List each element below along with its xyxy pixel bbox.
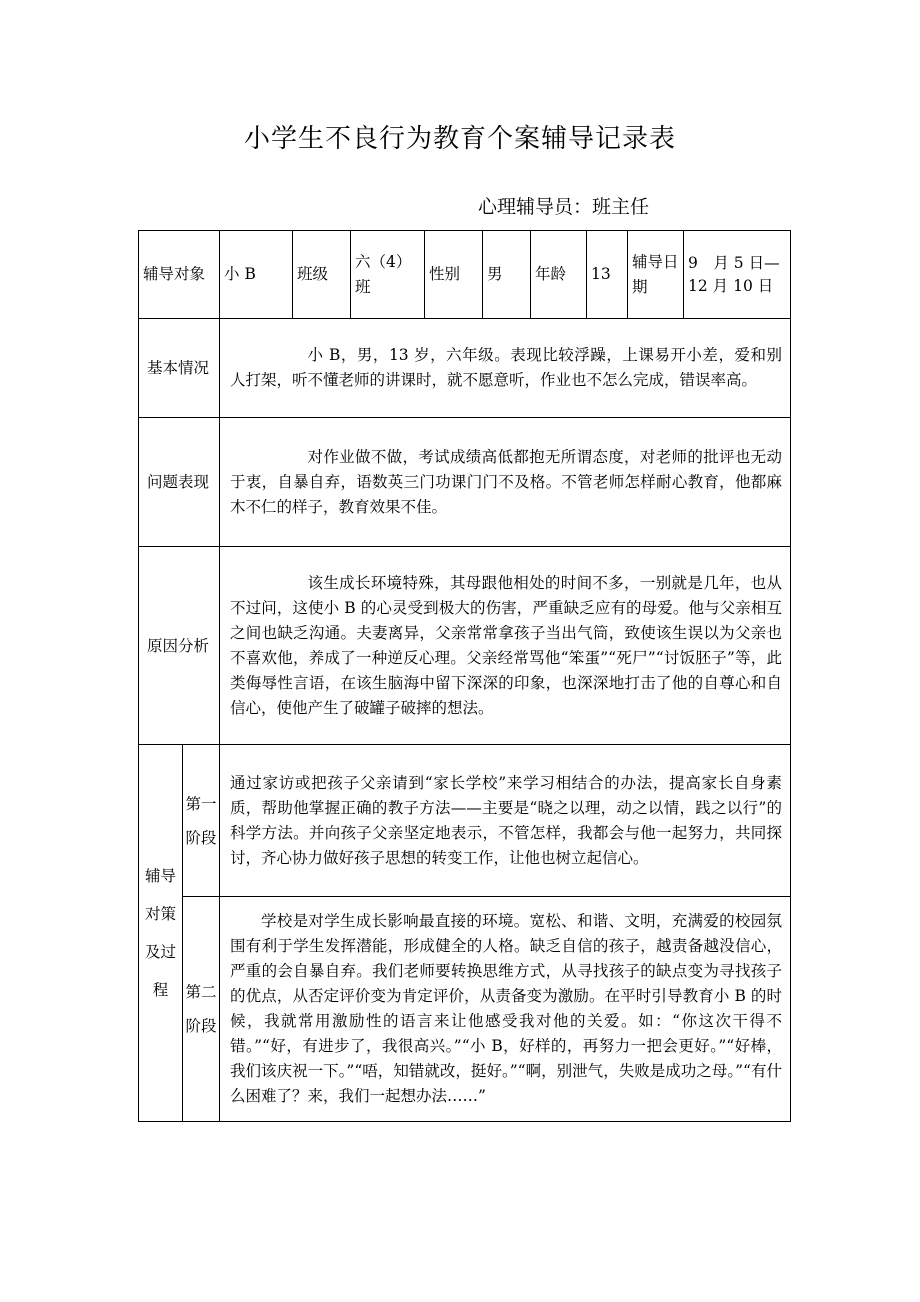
gender-value-cell bbox=[483, 231, 531, 319]
basic-text: 小 B，男，13 岁，六年级。表现比较浮躁，上课易开小差，爱和别人打架，听不懂老师的讲课时，就不愿意听，作业也不怎么完成，错误率高。 bbox=[230, 346, 783, 389]
strategy-label-cell bbox=[139, 745, 183, 1122]
subject-label: 辅导对象 bbox=[143, 265, 206, 283]
stage2-row bbox=[139, 897, 791, 1122]
subject-value-cell bbox=[220, 231, 293, 319]
stage1-label: 第一阶段 bbox=[185, 794, 217, 847]
date-value-cell bbox=[684, 231, 791, 319]
age-value-cell bbox=[587, 231, 628, 319]
age-value: 13 bbox=[591, 265, 611, 283]
class-label: 班级 bbox=[297, 265, 329, 283]
cause-text: 该生成长环境特殊，其母跟他相处的时间不多，一别就是几年，也从不过问，这使小 B 的心灵受到极大的伤害，严重缺乏应有的母爱。他与父亲相互之间也缺乏沟通。夫妻离异，父亲常常拿孩子当出气筒，致使该生误以为父亲也不喜欢他，养成了一种逆反心理。父亲经常骂他“笨蛋”“死尸”“讨饭胚子”等，此类侮辱性言语，在该生脑海中留下深深的印象，也深深地打击了他的自尊心和自信心，使他产生了破罐子破摔的想法。 bbox=[230, 573, 783, 717]
stage2-text: 学校是对学生成长影响最直接的环境。宽松、和谐、文明，充满爱的校园氛围有利于学生发挥潜能，形成健全的人格。缺乏自信的孩子，越责备越没信心，严重的会自暴自弃。我们老师要转换思维方式，从寻找孩子的缺点变为寻找孩子的优点，从否定评价变为肯定评价，从责备变为激励。在平时引导教育小 B 的时候，我就常用激励性的语言来让他感受我对他的关爱。如：“你这次干得不错。”“好，有进步了，我很高兴。”“小 B，好样的，再努力一把会更好。”“好棒，我们该庆祝一下。”“唔，知错就改，挺好。”“啊，别泄气，失败是成功之母。”“有什么困难了？来，我们一起想办法……” bbox=[230, 912, 783, 1105]
problem-row bbox=[139, 418, 791, 547]
counselor-line bbox=[478, 192, 649, 219]
problem-text: 对作业做不做，考试成绩高低都抱无所谓态度，对老师的批评也无动于衷，自暴自弃，语数英三门功课门门不及格。不管老师怎样耐心教育，他都麻木不仁的样子，教育效果不佳。 bbox=[230, 447, 783, 516]
gender-value: 男 bbox=[487, 265, 503, 283]
stage2-label: 第二阶段 bbox=[185, 983, 217, 1035]
date-value: 9 月 5 日—12 月 10 日 bbox=[688, 253, 780, 295]
problem-label-cell bbox=[139, 418, 220, 547]
problem-text-cell bbox=[220, 418, 791, 547]
stage1-text: 通过家访或把孩子父亲请到“家长学校”来学习相结合的办法，提高家长自身素质，帮助他掌握正确的教子方法——主要是“晓之以理，动之以情，践之以行”的科学方法。并向孩子父亲坚定地表示，不管怎样，我都会与他一起努力，共同探讨，齐心协力做好孩子思想的转变工作，让他也树立起信心。 bbox=[230, 773, 783, 867]
stage1-label-cell bbox=[183, 745, 220, 897]
basic-label-cell bbox=[139, 319, 220, 418]
cause-label: 原因分析 bbox=[147, 636, 210, 655]
basic-text-cell bbox=[220, 319, 791, 418]
class-label-cell bbox=[293, 231, 351, 319]
gender-label-cell bbox=[425, 231, 483, 319]
basic-label: 基本情况 bbox=[147, 359, 210, 377]
subject-label-cell bbox=[139, 231, 220, 319]
problem-label: 问题表现 bbox=[147, 473, 210, 491]
date-label-cell bbox=[628, 231, 684, 319]
stage2-text-cell bbox=[220, 897, 791, 1122]
counselor-label: 心理辅导员： bbox=[478, 196, 593, 218]
header-row bbox=[139, 231, 791, 319]
page-title: 小学生不良行为教育个案辅导记录表 bbox=[243, 124, 676, 154]
counselor-value: 班主任 bbox=[592, 196, 650, 218]
stage2-label-cell bbox=[183, 897, 220, 1122]
date-label: 辅导日期 bbox=[632, 252, 679, 296]
strategy-label: 辅导对策及过程 bbox=[144, 867, 176, 999]
gender-label: 性别 bbox=[429, 265, 461, 283]
age-label: 年龄 bbox=[535, 265, 567, 283]
subject-value: 小 B bbox=[224, 265, 256, 283]
cause-text-cell bbox=[220, 547, 791, 745]
age-label-cell bbox=[531, 231, 587, 319]
basic-row bbox=[139, 319, 791, 418]
stage1-row bbox=[139, 745, 791, 897]
cause-label-cell bbox=[139, 547, 220, 745]
cause-row bbox=[139, 547, 791, 745]
class-value-cell bbox=[351, 231, 425, 319]
class-value: 六（4）班 bbox=[355, 252, 412, 296]
record-table bbox=[138, 230, 791, 1122]
stage1-text-cell bbox=[220, 745, 791, 897]
